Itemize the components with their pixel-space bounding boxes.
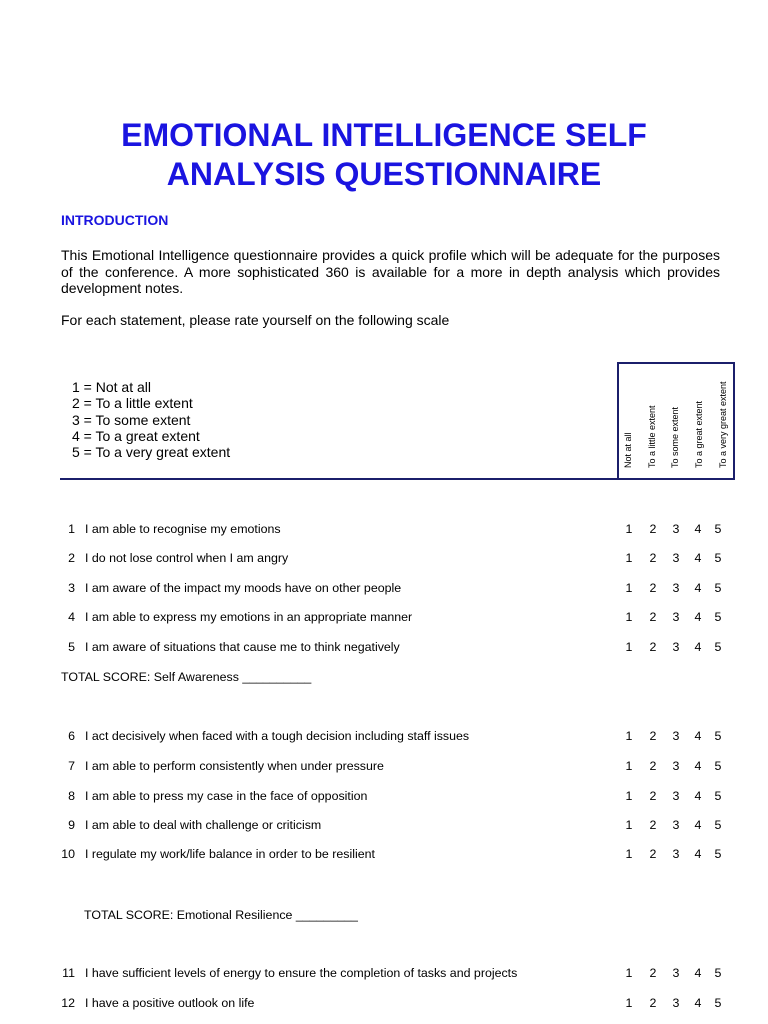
rating-1[interactable]: 1 <box>625 640 633 654</box>
rating-1[interactable]: 1 <box>625 759 633 773</box>
rating-4[interactable]: 4 <box>694 522 702 536</box>
rating-3[interactable]: 3 <box>672 818 680 832</box>
question-row <box>60 610 740 628</box>
question-row <box>60 581 740 599</box>
column-label-some-extent: To some extent <box>670 406 680 468</box>
question-text: I do not lose control when I am angry <box>85 551 289 565</box>
rating-2[interactable]: 2 <box>649 729 657 743</box>
scale-legend <box>72 379 230 460</box>
question-row <box>60 759 740 777</box>
question-row <box>60 847 740 865</box>
scale-column-divider <box>733 362 735 480</box>
rating-2[interactable]: 2 <box>649 581 657 595</box>
rating-1[interactable]: 1 <box>625 551 633 565</box>
rating-3[interactable]: 3 <box>672 581 680 595</box>
question-number: 2 <box>68 551 75 565</box>
question-text: I have sufficient levels of energy to ensure the completion of tasks and projects <box>85 966 518 980</box>
rating-2[interactable]: 2 <box>649 966 657 980</box>
question-text: I am aware of the impact my moods have on other people <box>85 581 402 595</box>
rating-3[interactable]: 3 <box>672 610 680 624</box>
rating-4[interactable]: 4 <box>694 551 702 565</box>
rating-4[interactable]: 4 <box>694 610 702 624</box>
rating-1[interactable]: 1 <box>625 789 633 803</box>
question-row <box>60 789 740 807</box>
question-text: I regulate my work/life balance in order to be resilient <box>85 847 375 861</box>
rating-1[interactable]: 1 <box>625 522 633 536</box>
question-number: 4 <box>68 610 75 624</box>
rating-1[interactable]: 1 <box>625 966 633 980</box>
rating-5[interactable]: 5 <box>714 522 722 536</box>
rating-4[interactable]: 4 <box>694 789 702 803</box>
rating-5[interactable]: 5 <box>714 551 722 565</box>
rating-2[interactable]: 2 <box>649 759 657 773</box>
question-number: 10 <box>61 847 75 861</box>
rating-3[interactable]: 3 <box>672 522 680 536</box>
legend-item: 1 = Not at all <box>72 379 151 395</box>
rating-5[interactable]: 5 <box>714 759 722 773</box>
rating-3[interactable]: 3 <box>672 966 680 980</box>
rating-3[interactable]: 3 <box>672 729 680 743</box>
question-row <box>60 729 740 747</box>
rating-4[interactable]: 4 <box>694 818 702 832</box>
legend-item: 2 = To a little extent <box>72 395 193 412</box>
rating-2[interactable]: 2 <box>649 847 657 861</box>
rating-3[interactable]: 3 <box>672 789 680 803</box>
total-score-emotional-resilience[interactable]: TOTAL SCORE: Emotional Resilience _________ <box>84 908 358 922</box>
rating-5[interactable]: 5 <box>714 847 722 861</box>
column-label-very-great-extent: To a very great extent <box>718 381 728 468</box>
question-number: 3 <box>68 581 75 595</box>
rating-2[interactable]: 2 <box>649 789 657 803</box>
rating-4[interactable]: 4 <box>694 759 702 773</box>
question-text: I am aware of situations that cause me to think negatively <box>85 640 400 654</box>
rating-1[interactable]: 1 <box>625 818 633 832</box>
rating-3[interactable]: 3 <box>672 640 680 654</box>
rating-5[interactable]: 5 <box>714 966 722 980</box>
rating-5[interactable]: 5 <box>714 610 722 624</box>
rating-1[interactable]: 1 <box>625 610 633 624</box>
rating-5[interactable]: 5 <box>714 729 722 743</box>
page-title <box>60 116 708 194</box>
rating-2[interactable]: 2 <box>649 996 657 1010</box>
scale-column-divider <box>617 362 619 480</box>
scale-instruction: For each statement, please rate yourself on the following scale <box>61 312 450 328</box>
scale-top-rule <box>617 362 735 364</box>
rating-4[interactable]: 4 <box>694 966 702 980</box>
question-row <box>60 551 740 569</box>
introduction-paragraph: This Emotional Intelligence questionnaire provides a quick profile which will be adequate for the purposes of the conference. A more sophisticated 360 is available for a more in depth analysis which provides development notes. <box>61 247 720 296</box>
rating-2[interactable]: 2 <box>649 640 657 654</box>
rating-2[interactable]: 2 <box>649 522 657 536</box>
rating-3[interactable]: 3 <box>672 847 680 861</box>
legend-item: 4 = To a great extent <box>72 427 200 444</box>
question-number: 8 <box>68 789 75 803</box>
question-number: 9 <box>68 818 75 832</box>
question-text: I am able to perform consistently when under pressure <box>85 759 384 773</box>
column-label-not-at-all: Not at all <box>623 432 633 468</box>
question-number: 12 <box>61 996 75 1010</box>
rating-2[interactable]: 2 <box>649 818 657 832</box>
question-row <box>60 996 740 1014</box>
question-number: 11 <box>62 966 75 980</box>
title-line-1: EMOTIONAL INTELLIGENCE SELF <box>121 117 647 153</box>
rating-3[interactable]: 3 <box>672 551 680 565</box>
rating-5[interactable]: 5 <box>714 818 722 832</box>
rating-5[interactable]: 5 <box>714 640 722 654</box>
question-row <box>60 522 740 540</box>
rating-4[interactable]: 4 <box>694 581 702 595</box>
legend-item: 5 = To a very great extent <box>72 444 231 461</box>
title-line-2: ANALYSIS QUESTIONNAIRE <box>166 156 602 192</box>
rating-2[interactable]: 2 <box>649 551 657 565</box>
question-number: 6 <box>68 729 75 743</box>
rating-3[interactable]: 3 <box>672 759 680 773</box>
rating-4[interactable]: 4 <box>694 640 702 654</box>
question-row <box>60 818 740 836</box>
rating-3[interactable]: 3 <box>672 996 680 1010</box>
rating-5[interactable]: 5 <box>714 789 722 803</box>
rating-4[interactable]: 4 <box>694 847 702 861</box>
question-text: I am able to deal with challenge or criticism <box>85 818 322 832</box>
question-number: 5 <box>68 640 75 654</box>
total-score-self-awareness[interactable]: TOTAL SCORE: Self Awareness __________ <box>61 670 312 684</box>
question-row <box>60 966 740 984</box>
rating-5[interactable]: 5 <box>714 996 722 1010</box>
question-row <box>60 640 740 658</box>
introduction-heading: INTRODUCTION <box>61 212 169 228</box>
question-number: 7 <box>68 759 75 773</box>
question-number: 1 <box>68 522 75 536</box>
rating-1[interactable]: 1 <box>625 847 633 861</box>
legend-item: 3 = To some extent <box>72 411 191 428</box>
rating-2[interactable]: 2 <box>649 610 657 624</box>
rating-1[interactable]: 1 <box>625 581 633 595</box>
question-text: I act decisively when faced with a tough decision including staff issues <box>85 729 470 743</box>
column-label-little-extent: To a little extent <box>647 405 657 468</box>
question-text: I am able to press my case in the face of opposition <box>85 789 368 803</box>
question-text: I have a positive outlook on life <box>85 996 255 1010</box>
rating-1[interactable]: 1 <box>625 729 633 743</box>
rating-scale-header <box>60 362 735 480</box>
question-text: I am able to express my emotions in an appropriate manner <box>85 610 413 624</box>
column-label-great-extent: To a great extent <box>694 400 704 468</box>
question-text: I am able to recognise my emotions <box>85 522 281 536</box>
rating-5[interactable]: 5 <box>714 581 722 595</box>
rating-4[interactable]: 4 <box>694 729 702 743</box>
rating-4[interactable]: 4 <box>694 996 702 1010</box>
rating-1[interactable]: 1 <box>625 996 633 1010</box>
